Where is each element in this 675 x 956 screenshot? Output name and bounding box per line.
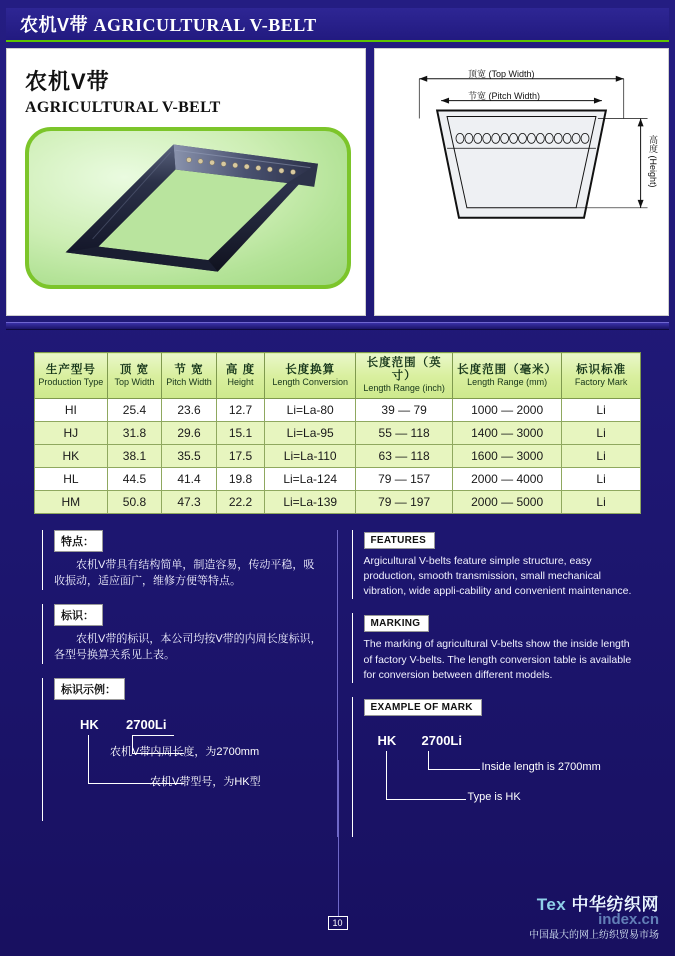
table-row (35, 444, 641, 467)
spec-table (34, 352, 641, 514)
cell-length-conversion: Li=La-80 (265, 398, 356, 421)
cell-mark: Li (562, 467, 641, 490)
cell-length-conversion: Li=La-110 (265, 444, 356, 467)
cell-mark: Li (562, 490, 641, 513)
dimension-diagram (375, 49, 668, 315)
table-row (35, 398, 641, 421)
cell-pitch-width: 41.4 (162, 467, 217, 490)
watermark-sub: 中国最大的网上纺织贸易市场 (529, 929, 659, 941)
marking-cn-text: 农机V带的标识，本公司均按V带的内周长度标识，各型号换算关系见上表。 (54, 632, 322, 662)
cell-height: 17.5 (216, 444, 264, 467)
watermark (529, 894, 659, 943)
cell-top-width: 31.8 (107, 421, 162, 444)
cell-top-width: 44.5 (107, 467, 162, 490)
marking-en-block (350, 613, 634, 683)
example-cn-note-2: 农机V带型号，为HK型 (150, 775, 261, 788)
th-length-conversion: 长度换算 Length Conversion (265, 353, 356, 399)
features-en-tag: FEATURES (364, 532, 436, 549)
cell-range-inch: 55 — 118 (356, 421, 453, 444)
cell-range-inch: 63 — 118 (356, 444, 453, 467)
product-panel (6, 48, 366, 316)
cell-type: HM (35, 490, 108, 513)
cell-pitch-width: 47.3 (162, 490, 217, 513)
marking-cn-tag: 标识： (54, 604, 103, 626)
top-panels (6, 48, 669, 316)
cell-top-width: 38.1 (107, 444, 162, 467)
example-en-note-2: Type is HK (467, 791, 521, 804)
marking-en-text: The marking of agricultural V-belts show the inside length of factory V-belts. The length conversion table is available for conversion between different models. (363, 638, 632, 681)
cell-height: 12.7 (216, 398, 264, 421)
marking-cn-block (40, 604, 323, 664)
table-row (35, 467, 641, 490)
th-length-range-inch: 长度范围（英寸） Length Range (inch) (356, 353, 453, 399)
spec-table-wrap (34, 352, 641, 514)
page-number: 10 (328, 916, 348, 930)
example-cn-type: HK (80, 716, 99, 732)
cell-length-conversion: Li=La-95 (265, 421, 356, 444)
cell-height: 19.8 (216, 467, 264, 490)
th-pitch-width: 节 宽 Pitch Width (162, 353, 217, 399)
cell-range-mm: 1600 — 3000 (453, 444, 562, 467)
center-rule (338, 760, 339, 916)
example-en-diagram (364, 727, 634, 837)
th-height: 高 度 Height (216, 353, 264, 399)
cell-top-width: 50.8 (107, 490, 162, 513)
example-cn-length: 2700Li (126, 716, 167, 732)
cell-range-inch: 39 — 79 (356, 398, 453, 421)
watermark-cn: 中华纺织网 (571, 894, 659, 914)
features-en-text: Argicultural V-belts feature simple structure, easy production, smooth transmission, small mechanical vibration, wide appli-cability and convenient maintenance. (363, 554, 632, 598)
cell-length-conversion: Li=La-139 (265, 490, 356, 513)
table-header-row (35, 353, 641, 399)
agricultural-v-belt-photo (29, 131, 347, 285)
cell-pitch-width: 29.6 (162, 421, 217, 444)
example-en-length: 2700Li (421, 733, 462, 749)
cell-mark: Li (562, 444, 641, 467)
features-cn-block (40, 530, 323, 590)
th-length-range-mm: 长度范围（毫米） Length Range (mm) (453, 353, 562, 399)
cell-type: HI (35, 398, 108, 421)
marking-en-tag: MARKING (364, 615, 430, 632)
section-divider (6, 322, 669, 330)
product-image-frame (25, 127, 351, 289)
description-en (338, 530, 648, 837)
table-row (35, 490, 641, 513)
cell-pitch-width: 35.5 (162, 444, 217, 467)
example-cn-block (40, 678, 323, 821)
watermark-en: Tex (536, 894, 567, 914)
cell-range-mm: 1000 — 2000 (453, 398, 562, 421)
label-top-width: 顶宽 (Top Width) (468, 69, 535, 79)
features-cn-tag: 特点： (54, 530, 103, 552)
cell-range-inch: 79 — 197 (356, 490, 453, 513)
th-production-type: 生产型号 Production Type (35, 353, 108, 399)
cell-type: HJ (35, 421, 108, 444)
page-header (6, 8, 669, 42)
example-cn-note-1: 农机V带内周长度，为2700mm (110, 745, 260, 758)
cell-pitch-width: 23.6 (162, 398, 217, 421)
cell-type: HL (35, 467, 108, 490)
description-cn (28, 530, 338, 837)
dimension-diagram-panel (374, 48, 669, 316)
th-factory-mark: 标识标准 Factory Mark (562, 353, 641, 399)
example-en-note-1: Inside length is 2700mm (481, 761, 601, 774)
product-title-cn: 农机V带 (25, 69, 110, 94)
cell-range-mm: 2000 — 4000 (453, 467, 562, 490)
example-cn-tag: 标识示例： (54, 678, 125, 700)
features-en-block (350, 530, 634, 600)
page-title-cn: 农机V带 (20, 15, 94, 35)
label-height: 高度 (Height) (648, 135, 658, 188)
cell-length-conversion: Li=La-124 (265, 467, 356, 490)
example-cn-diagram (54, 711, 323, 821)
page-title (20, 11, 317, 37)
th-top-width: 顶 宽 Top Width (107, 353, 162, 399)
example-en-tag: EXAMPLE OF MARK (364, 699, 482, 716)
label-pitch-width: 节宽 (Pitch Width) (468, 91, 541, 101)
table-row (35, 421, 641, 444)
watermark-en2: index.cn (598, 910, 659, 928)
cell-mark: Li (562, 421, 641, 444)
product-title-en: AGRICULTURAL V-BELT (25, 99, 221, 116)
cell-range-mm: 2000 — 5000 (453, 490, 562, 513)
cell-mark: Li (562, 398, 641, 421)
example-en-type: HK (377, 733, 397, 749)
cell-range-inch: 79 — 157 (356, 467, 453, 490)
cell-top-width: 25.4 (107, 398, 162, 421)
cell-height: 22.2 (216, 490, 264, 513)
page-title-en: AGRICULTURAL V-BELT (93, 15, 317, 35)
example-en-block (350, 697, 634, 837)
cell-height: 15.1 (216, 421, 264, 444)
cell-range-mm: 1400 — 3000 (453, 421, 562, 444)
cell-type: HK (35, 444, 108, 467)
features-cn-text: 农机V带具有结构简单，制造容易，传动平稳，吸收振动，适应面广，维修方便等特点。 (54, 558, 315, 588)
